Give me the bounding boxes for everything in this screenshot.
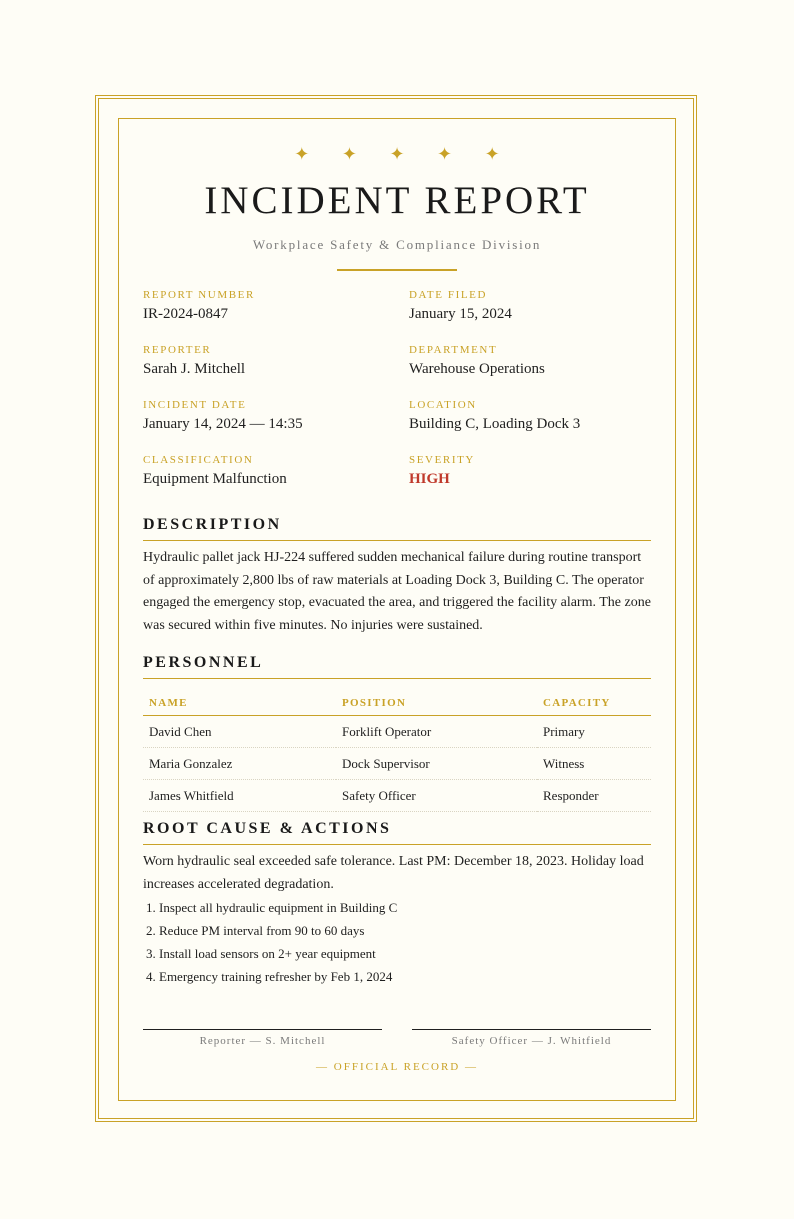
field-date-filed xyxy=(409,289,649,323)
cell-name: James Whitfield xyxy=(143,780,336,812)
cell-capacity: Primary xyxy=(537,716,651,748)
personnel-table xyxy=(143,690,651,812)
field-label: DATE FILED xyxy=(409,289,488,301)
field-value: January 14, 2024 — 14:35 xyxy=(143,416,303,432)
field-location xyxy=(409,399,649,433)
list-item: 3. Install load sensors on 2+ year equipment xyxy=(159,942,649,965)
star-ornament-icons: ✦ ✦ ✦ ✦ ✦ xyxy=(294,144,514,164)
cell-position: Forklift Operator xyxy=(336,716,537,748)
field-value: Equipment Malfunction xyxy=(143,471,287,487)
description-text: Hydraulic pallet jack HJ-224 suffered sudden mechanical failure during routine transport of approximately 2,800 lbs of raw materials at Loading Dock 3, Building C. The operator engaged the emergency stop, evacuated the area, and triggered the facility alarm. The zone was secured within five minutes. No injuries were sustained. xyxy=(143,550,651,633)
safety-officer-signature-line: Safety Officer — J. Whitfield xyxy=(412,1029,651,1047)
description-heading: DESCRIPTION xyxy=(143,516,651,541)
column-header-name: NAME xyxy=(143,690,336,716)
official-record-footer: — OFFICIAL RECORD — xyxy=(316,1061,478,1073)
field-incident-date xyxy=(143,399,383,433)
list-item: 2. Reduce PM interval from 90 to 60 days xyxy=(159,919,649,942)
column-header-position: POSITION xyxy=(336,690,537,716)
column-header-capacity: CAPACITY xyxy=(537,690,651,716)
page-title: INCIDENT REPORT xyxy=(204,179,590,222)
field-value: IR-2024-0847 xyxy=(143,306,228,322)
title-divider xyxy=(337,269,457,271)
table-header-row xyxy=(143,690,651,716)
field-value: January 15, 2024 xyxy=(409,306,512,322)
field-report-number xyxy=(143,289,383,323)
cell-capacity: Responder xyxy=(537,780,651,812)
severity-badge: HIGH xyxy=(409,471,450,487)
list-item: 1. Inspect all hydraulic equipment in Building C xyxy=(159,896,649,919)
field-value: Sarah J. Mitchell xyxy=(143,361,246,377)
field-value: Warehouse Operations xyxy=(409,361,545,377)
reporter-signature-line: Reporter — S. Mitchell xyxy=(143,1029,382,1047)
personnel-heading: PERSONNEL xyxy=(143,654,651,679)
field-classification xyxy=(143,454,383,488)
cell-name: David Chen xyxy=(143,716,336,748)
cell-capacity: Witness xyxy=(537,748,651,780)
field-label: REPORT NUMBER xyxy=(143,289,255,301)
field-label: SEVERITY xyxy=(409,454,475,466)
cell-position: Safety Officer xyxy=(336,780,537,812)
field-label: INCIDENT DATE xyxy=(143,399,247,411)
field-label: REPORTER xyxy=(143,344,212,356)
page-subtitle: Workplace Safety & Compliance Division xyxy=(252,237,542,252)
field-department xyxy=(409,344,649,378)
table-row xyxy=(143,780,651,812)
cell-position: Dock Supervisor xyxy=(336,748,537,780)
cell-name: Maria Gonzalez xyxy=(143,748,336,780)
table-row xyxy=(143,748,651,780)
field-label: DEPARTMENT xyxy=(409,344,498,356)
root-cause-heading: ROOT CAUSE & ACTIONS xyxy=(143,820,651,845)
field-label: LOCATION xyxy=(409,399,477,411)
action-list xyxy=(143,896,649,988)
table-row xyxy=(143,716,651,748)
list-item: 4. Emergency training refresher by Feb 1, 2024 xyxy=(159,965,649,988)
root-cause-text: Worn hydraulic seal exceeded safe tolerance. Last PM: December 18, 2023. Holiday load increases accelerated degradation. xyxy=(143,854,644,892)
field-label: CLASSIFICATION xyxy=(143,454,254,466)
field-value: Building C, Loading Dock 3 xyxy=(409,416,581,432)
field-reporter xyxy=(143,344,383,378)
field-severity xyxy=(409,454,649,488)
